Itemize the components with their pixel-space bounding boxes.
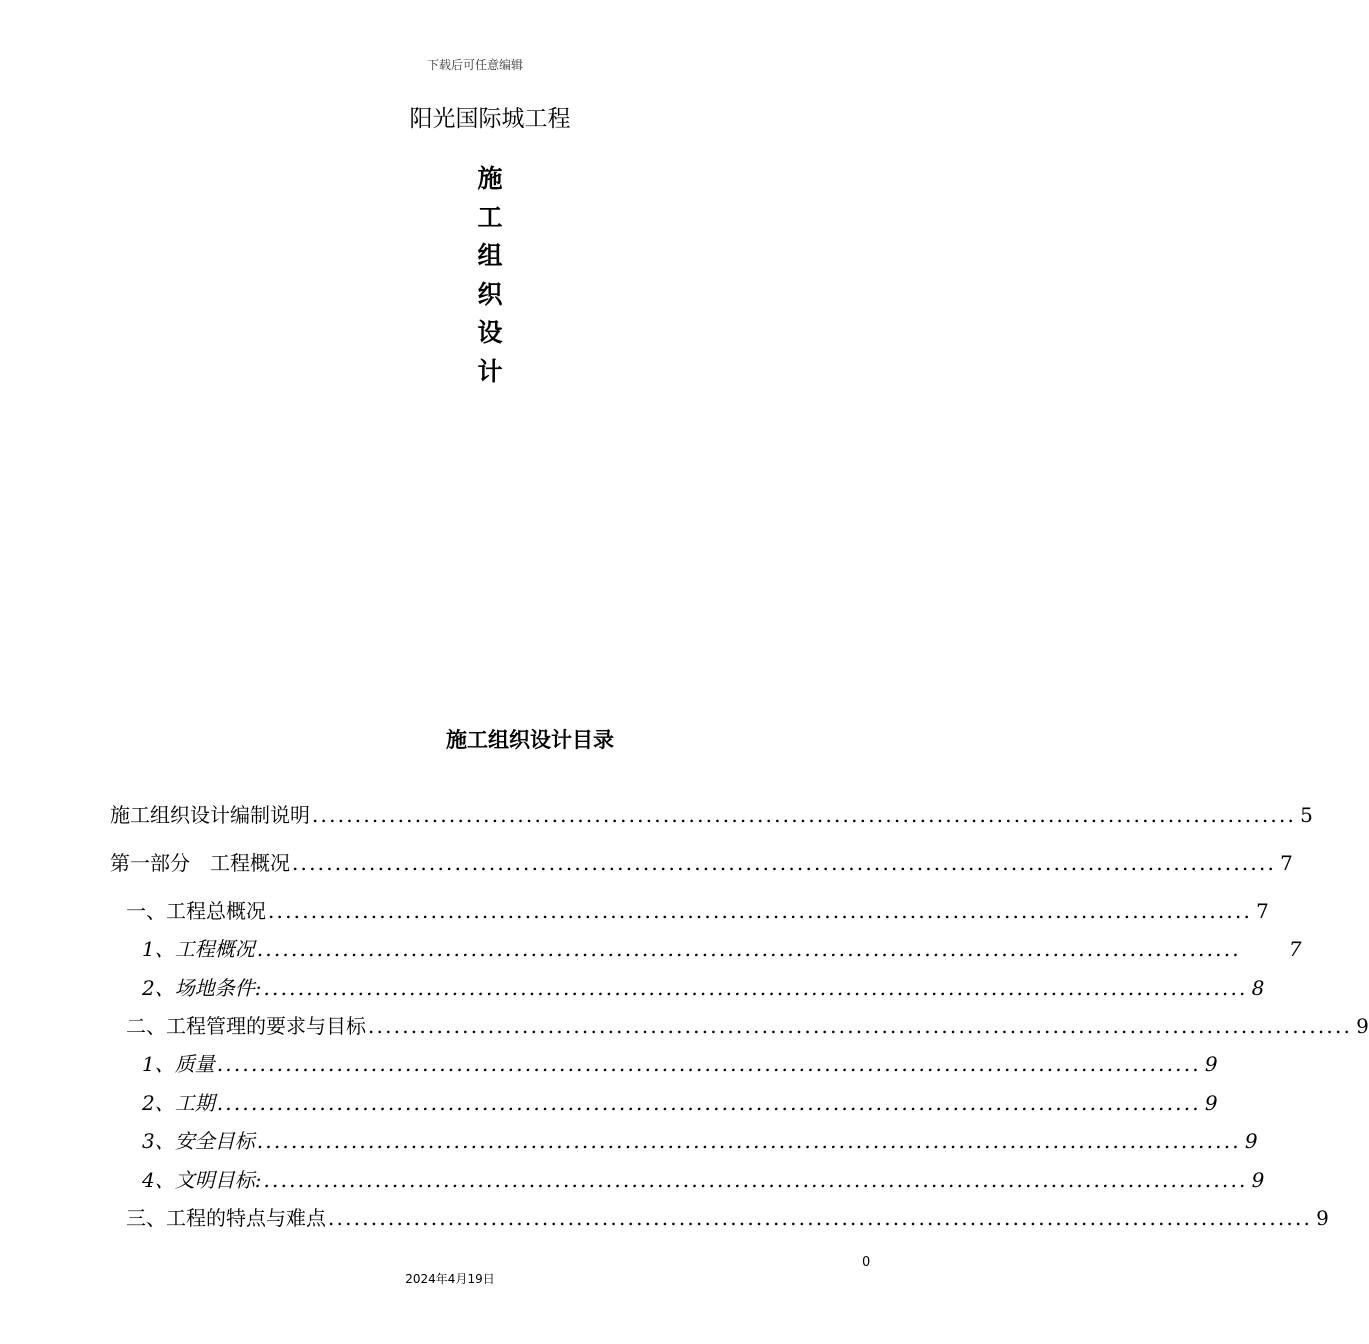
toc-entry-page: 9 <box>1316 1206 1329 1230</box>
toc-entry-label: 1、质量 <box>142 1052 215 1076</box>
toc-entry-page: 7 <box>1256 899 1269 923</box>
toc-entry[interactable] <box>142 1167 1265 1193</box>
toc-leader-dots: ................................................................................................................... <box>256 1129 1241 1153</box>
title-char: 计 <box>477 356 503 386</box>
toc-entry-label: 施工组织设计编制说明 <box>110 803 310 827</box>
toc-entry-page: 9 <box>1244 1129 1258 1153</box>
toc-entry-page: 9 <box>1204 1052 1218 1076</box>
project-name: 阳光国际城工程 <box>409 106 571 132</box>
toc-entry-page: 7 <box>1280 851 1293 875</box>
toc-entry[interactable] <box>126 1013 1369 1039</box>
toc-entry-label: 二、工程管理的要求与目标 <box>126 1014 366 1038</box>
toc-leader-dots: ................................................................................................................... <box>368 1014 1353 1038</box>
toc-entry-page: 9 <box>1251 1168 1265 1192</box>
footer-date: 2024年4月19日 <box>405 1272 495 1286</box>
toc-entry-page: 8 <box>1251 976 1265 1000</box>
toc-leader-dots: ................................................................................................................... <box>328 1206 1313 1230</box>
toc-entry-label: 第一部分 工程概况 <box>110 851 290 875</box>
toc-entry[interactable] <box>142 1051 1218 1077</box>
toc-leader-dots: ................................................................................................................... <box>263 976 1248 1000</box>
toc-entry[interactable] <box>142 975 1265 1001</box>
toc-entry-label: 4、文明目标: <box>142 1168 262 1192</box>
title-char: 组 <box>477 241 503 271</box>
toc-title: 施工组织设计目录 <box>446 728 614 752</box>
toc-entry[interactable] <box>126 1205 1329 1231</box>
toc-entry-label: 2、工期 <box>142 1091 215 1115</box>
toc-leader-dots: ................................................................................................................... <box>268 899 1253 923</box>
toc-entry[interactable] <box>142 936 1302 962</box>
toc-entry[interactable] <box>142 1090 1218 1116</box>
toc-entry-label: 2、场地条件: <box>142 976 262 1000</box>
toc-entry-label: 1、工程概况 <box>142 937 255 961</box>
toc-entry-label: 3、安全目标 <box>142 1129 255 1153</box>
title-char: 织 <box>477 279 503 309</box>
toc-leader-dots: ................................................................................................................... <box>263 1168 1248 1192</box>
toc-entry-label: 三、工程的特点与难点 <box>126 1206 326 1230</box>
toc-entry-label: 一、工程总概况 <box>126 899 266 923</box>
title-char: 施 <box>477 164 503 193</box>
toc-entry-page: 7 <box>1288 937 1302 961</box>
toc-entry[interactable] <box>110 850 1293 876</box>
toc-entry-page: 9 <box>1356 1014 1369 1038</box>
title-char: 工 <box>477 202 503 232</box>
header-note: 下载后可任意编辑 <box>426 58 523 72</box>
toc-leader-dots: ................................................................................................................... <box>256 937 1241 961</box>
toc-entry[interactable] <box>110 802 1313 828</box>
title-char: 设 <box>477 318 503 348</box>
toc-entry-page: 9 <box>1204 1091 1218 1115</box>
toc-entry-page: 5 <box>1300 803 1313 827</box>
toc-leader-dots: ................................................................................................................... <box>216 1091 1201 1115</box>
toc-entry[interactable] <box>126 898 1269 924</box>
toc-leader-dots: ................................................................................................................... <box>312 803 1297 827</box>
toc-entry[interactable] <box>142 1128 1258 1154</box>
page-number: 0 <box>862 1255 871 1270</box>
toc-leader-dots: ................................................................................................................... <box>292 851 1277 875</box>
toc-leader-dots: ................................................................................................................... <box>216 1052 1201 1076</box>
